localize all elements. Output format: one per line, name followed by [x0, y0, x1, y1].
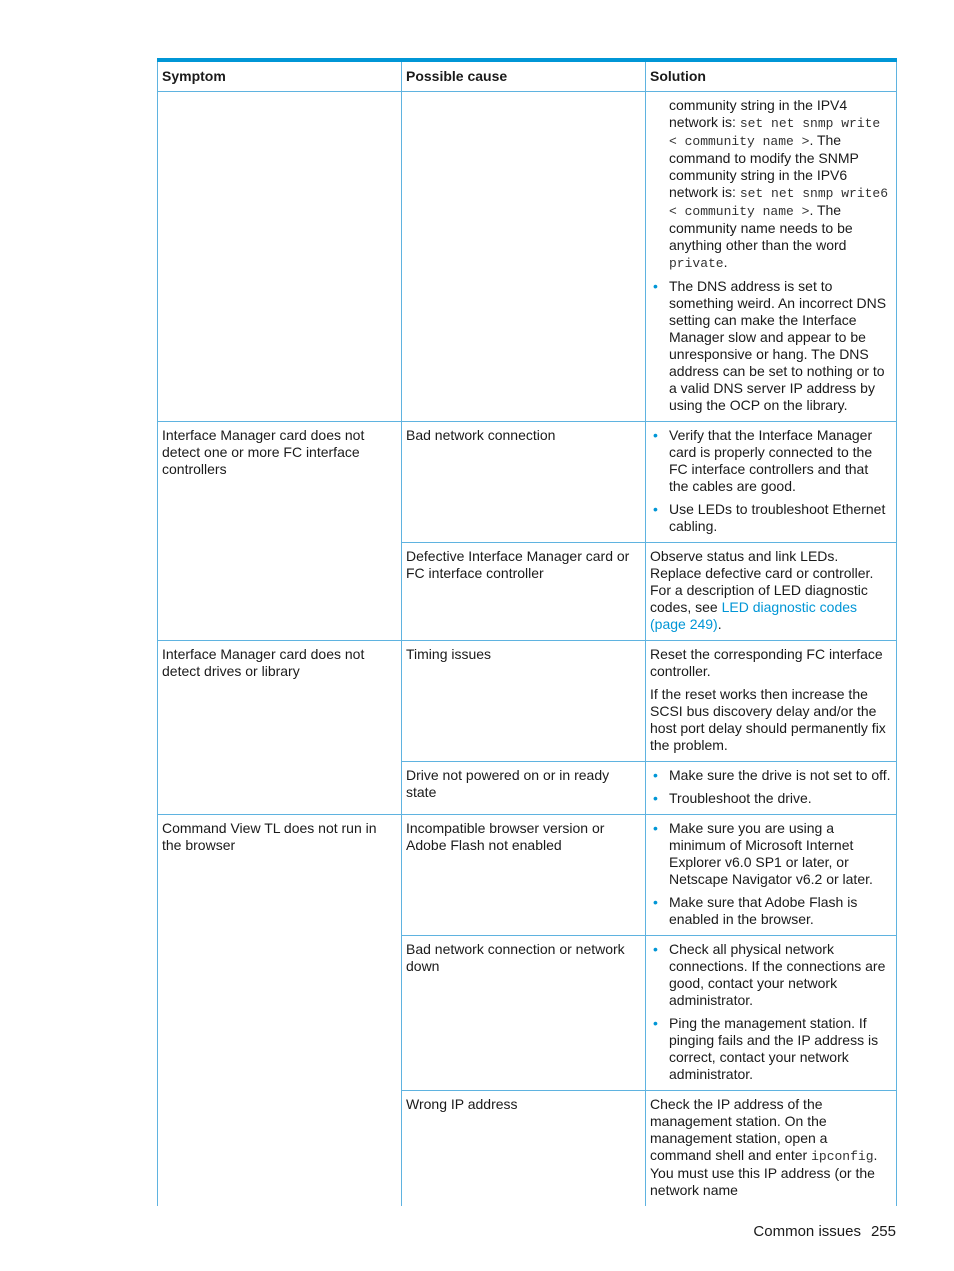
symptom-cell: Interface Manager card does not detect one or more FC interface controllers — [158, 422, 402, 641]
cause-cell: Incompatible browser version or Adobe Flash not enabled — [402, 815, 646, 936]
header-solution: Solution — [646, 60, 897, 92]
table-row — [158, 92, 897, 422]
solution-cell: Check the IP address of the management station. On the management station, open a command shell and enter ipconfig. You must use this IP address (or the network name — [646, 1091, 897, 1207]
solution-cell — [646, 815, 897, 936]
solution-cell — [646, 641, 897, 762]
list-item: • Use LEDs to troubleshoot Ethernet cabling. — [650, 501, 891, 535]
symptom-cell: Command View TL does not run in the browser — [158, 815, 402, 1207]
troubleshooting-table-wrap — [157, 58, 896, 1206]
list-item: community string in the IPV4 network is: set net snmp write < community name >. The command to modify the SNMP community string in the IPV6 network is: set net snmp write6 < community name >. The community name needs to be anything other than the word private. — [669, 97, 889, 271]
cause-cell: Defective Interface Manager card or FC interface controller — [402, 543, 646, 641]
table-row — [158, 641, 897, 762]
list-item: • Troubleshoot the drive. — [650, 790, 891, 807]
troubleshooting-table — [157, 58, 897, 1206]
cause-cell: Drive not powered on or in ready state — [402, 762, 646, 815]
led-diagnostic-codes-link[interactable]: LED diagnostic codes (page 249) — [650, 599, 858, 632]
cause-cell: Timing issues — [402, 641, 646, 762]
code-snippet: set net snmp write < community name > — [669, 116, 881, 149]
footer-section: Common issues — [753, 1223, 861, 1240]
list-item: • The DNS address is set to something weird. An incorrect DNS setting can make the Interface Manager slow and appear to be unresponsive or hang. The DNS address can be set to nothing or to a valid DNS server IP address by using the OCP on the library. — [650, 278, 891, 414]
code-snippet: set net snmp write6 < community name > — [669, 186, 889, 219]
symptom-cell — [158, 92, 402, 422]
table-row — [158, 422, 897, 543]
paragraph: If the reset works then increase the SCSI bus discovery delay and/or the host port delay should permanently fix the problem. — [650, 686, 886, 753]
page-footer — [753, 1223, 896, 1240]
table-row — [158, 815, 897, 936]
cause-cell: Wrong IP address — [402, 1091, 646, 1207]
paragraph: Reset the corresponding FC interface controller. — [650, 646, 883, 679]
solution-cell — [646, 762, 897, 815]
list-item: • Ping the management station. If pinging fails and the IP address is correct, contact your network administrator. — [650, 1015, 891, 1083]
code-snippet: private — [669, 256, 724, 271]
header-symptom: Symptom — [158, 60, 402, 92]
symptom-cell: Interface Manager card does not detect drives or library — [158, 641, 402, 815]
solution-cell — [646, 422, 897, 543]
list-item: • Make sure you are using a minimum of Microsoft Internet Explorer v6.0 SP1 or later, or Netscape Navigator v6.2 or later. — [650, 820, 891, 888]
cause-cell: Bad network connection — [402, 422, 646, 543]
cause-cell — [402, 92, 646, 422]
solution-cell — [646, 92, 897, 422]
header-cause: Possible cause — [402, 60, 646, 92]
list-item: • Check all physical network connections. If the connections are good, contact your network administrator. — [650, 941, 891, 1009]
solution-cell — [646, 936, 897, 1091]
header-row — [158, 60, 897, 92]
cause-cell: Bad network connection or network down — [402, 936, 646, 1091]
list-item: • Make sure that Adobe Flash is enabled in the browser. — [650, 894, 891, 928]
solution-cell: Observe status and link LEDs. Replace defective card or controller. For a description of LED diagnostic codes, see LED diagnostic codes (page 249). — [646, 543, 897, 641]
page-number: 255 — [870, 1223, 896, 1240]
list-item: • Make sure the drive is not set to off. — [650, 767, 891, 784]
list-item: • Verify that the Interface Manager card is properly connected to the FC interface controllers and that the cables are good. — [650, 427, 891, 495]
code-snippet: ipconfig — [811, 1149, 874, 1164]
